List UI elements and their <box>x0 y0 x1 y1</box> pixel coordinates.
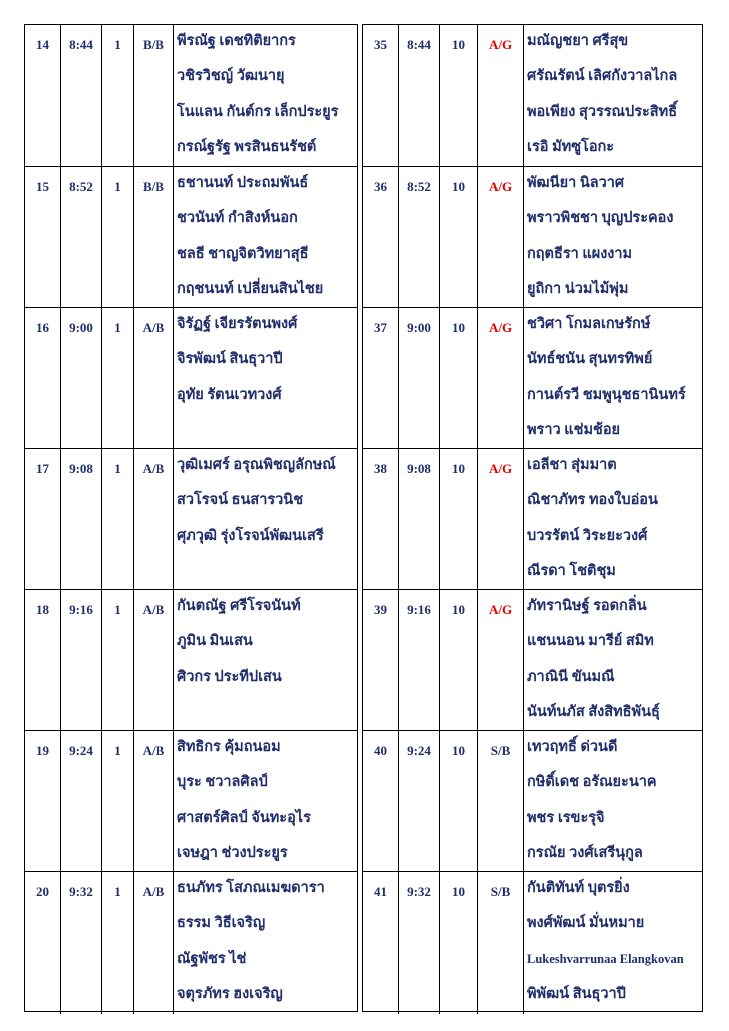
group-number: 15 <box>36 179 49 194</box>
player-name: กรณ์ฐรัฐ พรสินธนรัชต์ <box>177 138 317 155</box>
group-number-cell <box>363 590 399 731</box>
player-name: พอเพียง สุวรรณประสิทธิ์ <box>527 103 678 120</box>
player-name: ชลธี ชาญจิตวิทยาสุธี <box>177 245 309 262</box>
tee-type: A/G <box>488 320 513 335</box>
group-number: 36 <box>374 179 387 194</box>
tee-time-group <box>363 166 702 308</box>
player-names <box>524 731 702 872</box>
player-name: วชิรวิชญ์ วัฒนายุ <box>177 68 285 85</box>
group-number-cell <box>25 449 61 590</box>
tee-time-group <box>363 730 702 872</box>
player-name: เจษฎา ช่วงประยูร <box>177 844 288 861</box>
left-schedule-table <box>24 24 358 1012</box>
tee-type: A/G <box>488 179 513 194</box>
group-number: 41 <box>374 884 387 899</box>
starting-hole-cell <box>440 25 478 166</box>
tee-time-group <box>363 871 702 1014</box>
group-number-cell <box>363 449 399 590</box>
player-name: ศุภวุฒิ รุ่งโรจน์พัฒนเสรี <box>177 527 324 544</box>
starting-hole-cell <box>102 308 134 449</box>
starting-hole-cell <box>440 590 478 731</box>
player-name: เรอิ มัทซูโอกะ <box>527 138 615 155</box>
tee-type-cell <box>478 590 524 731</box>
tee-type-cell <box>478 872 524 1014</box>
starting-hole: 10 <box>452 884 465 899</box>
tee-time-cell <box>61 449 102 590</box>
player-name: กันตณัฐ ศรีโรจนันท์ <box>177 598 301 614</box>
tee-time-cell <box>61 308 102 449</box>
player-name: นันท์นภัส สังสิทธิพันธุ์ <box>527 703 660 720</box>
starting-hole-cell <box>440 872 478 1014</box>
group-number-cell <box>363 872 399 1014</box>
player-name: ภัทรานิษฐ์ รอดกลิ่น <box>527 598 647 614</box>
tee-type-cell <box>134 872 174 1014</box>
player-name: มณัญชยา ศรีสุข <box>527 33 629 49</box>
starting-hole-cell <box>440 731 478 872</box>
tee-type: A/B <box>142 461 165 476</box>
tee-time-group <box>363 307 702 449</box>
tee-type-cell <box>134 590 174 731</box>
tee-time: 8:52 <box>69 179 93 194</box>
tee-time-cell <box>61 25 102 166</box>
tee-type-cell <box>134 308 174 449</box>
group-number: 16 <box>36 320 49 335</box>
group-number-cell <box>25 308 61 449</box>
group-number-cell <box>363 167 399 308</box>
tee-type: A/G <box>488 37 513 52</box>
player-name: บุระ ชวาลศิลป์ <box>177 774 268 791</box>
tee-time-group <box>25 589 357 731</box>
tee-time: 9:24 <box>69 743 93 758</box>
player-name: ศรัณรัตน์ เลิศกังวาลไกล <box>527 68 678 85</box>
player-name: บวรรัตน์ วิระยะวงศ์ <box>527 527 648 544</box>
tee-time-group <box>25 448 357 590</box>
player-name: อุทัย รัตนเวทวงศ์ <box>177 386 282 403</box>
tee-time: 9:00 <box>407 320 431 335</box>
player-name: ภูมิน มินเสน <box>177 633 253 650</box>
player-names <box>174 731 357 872</box>
starting-hole: 10 <box>452 320 465 335</box>
player-name: พีรณัฐ เดชทิติยากร <box>177 33 296 49</box>
starting-hole-cell <box>102 167 134 308</box>
player-name: กรณัย วงศ์เสรีนุกูล <box>527 844 643 861</box>
starting-hole: 1 <box>114 179 121 194</box>
tee-time: 9:08 <box>69 461 93 476</box>
player-name: ชวนันท์ กำสิงห์นอก <box>177 210 298 227</box>
tee-time: 9:16 <box>69 602 93 617</box>
player-name: จตุรภัทร ฮงเจริญ <box>177 985 283 1002</box>
starting-hole: 1 <box>114 461 121 476</box>
tee-type: S/B <box>490 884 511 899</box>
player-name: สิทธิกร คุ้มถนอม <box>177 739 281 755</box>
group-number: 18 <box>36 602 49 617</box>
starting-hole: 1 <box>114 602 121 617</box>
player-name: แชนนอน มารีย์ สมิท <box>527 633 654 650</box>
player-name: พัฒนียา นิลวาศ <box>527 175 625 191</box>
starting-hole: 10 <box>452 743 465 758</box>
starting-hole-cell <box>102 872 134 1014</box>
player-name: Lukeshvarrunaa Elangkovan <box>527 951 684 966</box>
tee-time: 9:32 <box>69 884 93 899</box>
player-name: เทวฤทธิ์ ด่วนดี <box>527 739 618 755</box>
tee-time: 8:44 <box>69 37 93 52</box>
tee-type: A/B <box>142 743 165 758</box>
player-name: พราว แช่มช้อย <box>527 421 621 438</box>
group-number-cell <box>363 308 399 449</box>
starting-hole-cell <box>102 25 134 166</box>
group-number-cell <box>25 167 61 308</box>
starting-hole: 1 <box>114 743 121 758</box>
player-name: สวโรจน์ ธนสารวนิช <box>177 492 304 509</box>
player-name: จิรัฏฐ์ เจียรรัตนพงศ์ <box>177 316 298 332</box>
tee-time-cell <box>61 872 102 1014</box>
player-name: ศิวกร ประทีปเสน <box>177 668 282 685</box>
player-names <box>174 590 357 731</box>
player-name: นัทธ์ชนัน สุนทรทิพย์ <box>527 351 653 368</box>
tee-type-cell <box>478 731 524 872</box>
player-names <box>524 167 702 308</box>
tee-type-cell <box>478 308 524 449</box>
tee-time: 8:52 <box>407 179 431 194</box>
tee-type: A/G <box>488 461 513 476</box>
player-names <box>174 872 357 1014</box>
starting-hole-cell <box>102 590 134 731</box>
tee-time-cell <box>399 590 440 731</box>
player-name: จิรพัฒน์ สินธุวาปี <box>177 351 283 368</box>
player-names <box>174 449 357 590</box>
tee-type-cell <box>134 167 174 308</box>
tee-type-cell <box>478 449 524 590</box>
tee-time-cell <box>399 731 440 872</box>
tee-time: 9:24 <box>407 743 431 758</box>
group-number: 39 <box>374 602 387 617</box>
tee-time: 9:16 <box>407 602 431 617</box>
tee-time-group <box>363 25 702 166</box>
starting-hole: 10 <box>452 602 465 617</box>
player-name: ภาณินี ขันมณี <box>527 668 615 685</box>
player-name: กันติทันท์ บุตรยิ่ง <box>527 880 630 896</box>
player-names <box>524 25 702 166</box>
player-names <box>524 308 702 449</box>
tee-time-cell <box>61 590 102 731</box>
player-name: กานต์รวี ชมพูนุชธานินทร์ <box>527 386 686 403</box>
player-name: กฤชนนท์ เปลี่ยนสินไชย <box>177 280 324 297</box>
tee-time: 9:08 <box>407 461 431 476</box>
player-name: กษิดิ์เดช อรัณยะนาค <box>527 774 657 791</box>
player-names <box>174 167 357 308</box>
player-names <box>524 590 702 731</box>
player-names <box>524 872 702 1014</box>
group-number: 38 <box>374 461 387 476</box>
group-number-cell <box>363 731 399 872</box>
player-names <box>524 449 702 590</box>
tee-time-group <box>25 730 357 872</box>
tee-time-cell <box>399 449 440 590</box>
player-name: เอลีชา สุ่มมาต <box>527 457 617 473</box>
tee-time-cell <box>399 25 440 166</box>
starting-hole-cell <box>440 308 478 449</box>
player-name: ธชานนท์ ประถมพันธ์ <box>177 175 309 191</box>
tee-time-cell <box>399 308 440 449</box>
tee-type: A/B <box>142 884 165 899</box>
player-names <box>174 308 357 449</box>
tee-time-group <box>363 448 702 590</box>
player-name: พชร เรขะรุจิ <box>527 809 605 826</box>
tee-type: A/B <box>142 320 165 335</box>
tee-type: B/B <box>143 37 164 52</box>
player-name: กฤตธีรา แผงงาม <box>527 245 633 262</box>
tee-time-cell <box>399 167 440 308</box>
tee-time-group <box>25 25 357 166</box>
tee-time-group <box>25 307 357 449</box>
player-name: ณิชาภัทร ทองใบอ่อน <box>527 492 658 509</box>
starting-hole: 10 <box>452 179 465 194</box>
group-number-cell <box>25 872 61 1014</box>
tee-time: 8:44 <box>407 37 431 52</box>
tee-time-group <box>25 871 357 1014</box>
starting-hole: 1 <box>114 320 121 335</box>
group-number: 40 <box>374 743 387 758</box>
tee-type-cell <box>134 449 174 590</box>
group-number: 19 <box>36 743 49 758</box>
player-name: ยูถิกา น่วมไม้พุ่ม <box>527 280 629 297</box>
group-number: 37 <box>374 320 387 335</box>
player-name: ธรรม วิธีเจริญ <box>177 915 266 932</box>
tee-type-cell <box>478 25 524 166</box>
player-name: ณีรดา โชติชุม <box>527 562 616 579</box>
player-name: ธนภัทร โสภณเมฆดารา <box>177 880 325 896</box>
group-number-cell <box>25 25 61 166</box>
player-name: พิพัฒน์ สินธุวาปี <box>527 985 626 1002</box>
right-schedule-table <box>362 24 703 1012</box>
tee-time: 9:00 <box>69 320 93 335</box>
player-name: ศาสตร์ศิลป์ จันทะอุไร <box>177 809 311 826</box>
tee-type-cell <box>134 731 174 872</box>
player-name: ณัฐพัชร ไช่ <box>177 950 247 967</box>
tee-type: S/B <box>490 743 511 758</box>
group-number: 35 <box>374 37 387 52</box>
player-name: โนแลน กันต์กร เล็กประยูร <box>177 103 339 120</box>
group-number: 20 <box>36 884 49 899</box>
tee-time: 9:32 <box>407 884 431 899</box>
tee-type-cell <box>134 25 174 166</box>
group-number-cell <box>25 590 61 731</box>
tee-time-group <box>25 166 357 308</box>
starting-hole: 10 <box>452 37 465 52</box>
starting-hole-cell <box>440 449 478 590</box>
starting-hole-cell <box>440 167 478 308</box>
group-number: 17 <box>36 461 49 476</box>
starting-hole: 10 <box>452 461 465 476</box>
tee-time-cell <box>399 872 440 1014</box>
tee-type-cell <box>478 167 524 308</box>
tee-type: A/G <box>488 602 513 617</box>
starting-hole-cell <box>102 449 134 590</box>
group-number: 14 <box>36 37 49 52</box>
tee-time-cell <box>61 167 102 308</box>
tee-type: B/B <box>143 179 164 194</box>
player-name: พงศ์พัฒน์ มั่นหมาย <box>527 915 645 932</box>
starting-hole: 1 <box>114 37 121 52</box>
tee-time-group <box>363 589 702 731</box>
group-number-cell <box>25 731 61 872</box>
player-names <box>174 25 357 166</box>
group-number-cell <box>363 25 399 166</box>
starting-hole: 1 <box>114 884 121 899</box>
player-name: วุฒิเมศร์ อรุณพิชญลักษณ์ <box>177 457 336 473</box>
player-name: ชวิศา โกมลเกษรักษ์ <box>527 316 651 332</box>
tee-type: A/B <box>142 602 165 617</box>
tee-time-cell <box>61 731 102 872</box>
player-name: พราวพิชชา บุญประคอง <box>527 210 674 227</box>
starting-hole-cell <box>102 731 134 872</box>
